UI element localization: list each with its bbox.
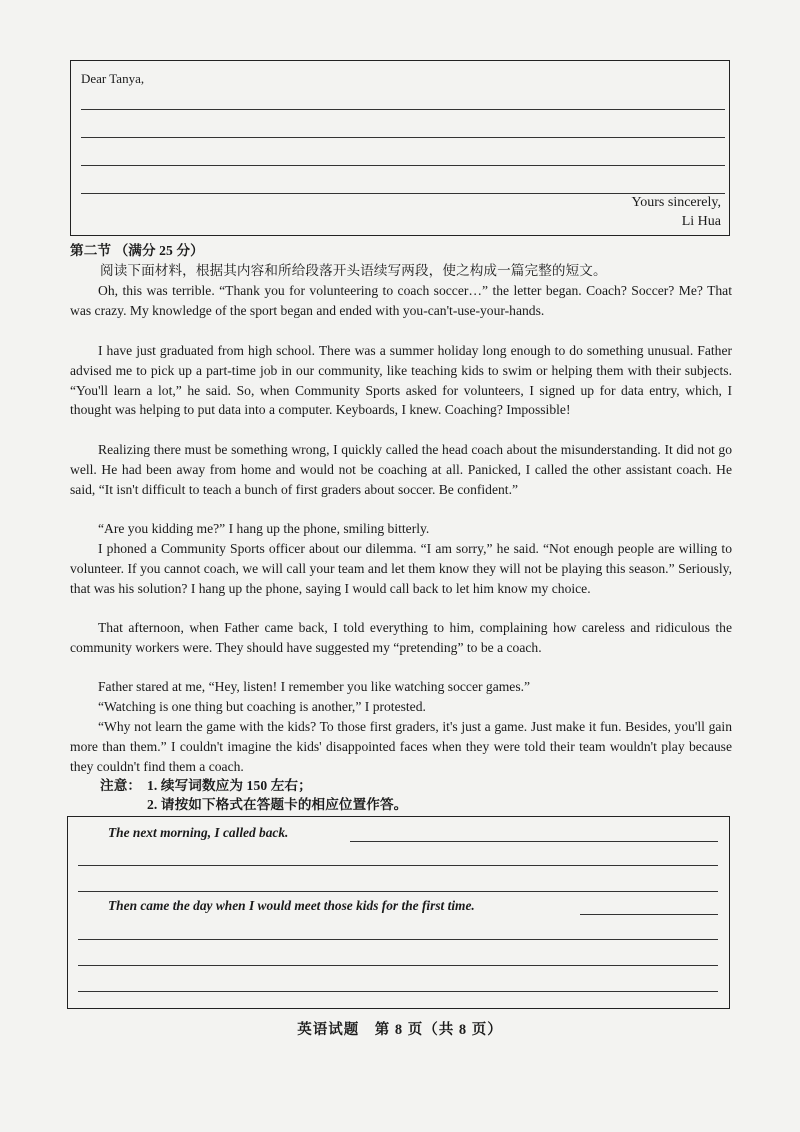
writing-line bbox=[81, 109, 725, 110]
section-instruction: 阅读下面材料，根据其内容和所给段落开头语续写两段，使之构成一篇完整的短文。 bbox=[100, 263, 607, 278]
story-paragraph-8: “Watching is one thing but coaching is another,” I protested. bbox=[98, 699, 426, 714]
story-paragraph-9: “Why not learn the game with the kids? To those first graders, it's just a game. Just make it fun. Besides, you'll gain more than them.” I couldn't imagine the kids' disappointed faces when they were told their team wouldn't play because they couldn't find them a coach. bbox=[70, 719, 732, 774]
letter-writing-box bbox=[70, 60, 730, 236]
story-paragraph-5: I phoned a Community Sports officer about our dilemma. “I am sorry,” he said. “Not enough people are willing to volunteer. If you cannot coach, we will call your team and let them know they will not be playing this season.” Seriously, that was his solution? I hang up the phone, saying I would call back to let him know my choice. bbox=[70, 541, 732, 596]
writing-line bbox=[350, 841, 718, 842]
story-paragraph-7: Father stared at me, “Hey, listen! I remember you like watching soccer games.” bbox=[98, 679, 531, 694]
writing-line bbox=[81, 193, 725, 194]
writing-line bbox=[78, 991, 718, 992]
story-paragraph-3: Realizing there must be something wrong, I quickly called the head coach about the misunderstanding. It did not go well. He had been away from home and would not be coaching at all. Panicked, I called the other assistant coach. He said, “It isn't difficult to teach a bunch of first graders about soccer. Be confident.” bbox=[70, 442, 732, 497]
paragraph-prompt-1: The next morning, I called back. bbox=[108, 825, 289, 840]
letter-salutation: Dear Tanya, bbox=[81, 71, 145, 86]
section-heading: 第二节 （满分 25 分） bbox=[70, 243, 204, 258]
paragraph-prompt-2: Then came the day when I would meet those kids for the first time. bbox=[108, 898, 475, 913]
notes-item-1: 1. 续写词数应为 150 左右； bbox=[147, 778, 312, 793]
letter-closing: Yours sincerely, bbox=[631, 195, 721, 210]
notes-label: 注意： bbox=[100, 778, 142, 793]
writing-line bbox=[81, 137, 725, 138]
writing-line bbox=[81, 165, 725, 166]
writing-line bbox=[78, 891, 718, 892]
letter-signature: Li Hua bbox=[681, 214, 721, 229]
continuation-writing-box bbox=[67, 816, 730, 1009]
writing-line bbox=[580, 914, 718, 915]
story-paragraph-1: Oh, this was terrible. “Thank you for volunteering to coach soccer…” the letter began. Coach? Soccer? Me? That was crazy. My knowledge of the sport began and ended with you-can't-use-your-hands. bbox=[70, 283, 732, 318]
story-paragraph-6: That afternoon, when Father came back, I told everything to him, complaining how careless and ridiculous the community workers were. They should have suggested my “pretending” to be a coach. bbox=[70, 620, 732, 655]
writing-line bbox=[78, 865, 718, 866]
story-paragraph-4: “Are you kidding me?” I hang up the phone, smiling bitterly. bbox=[98, 521, 430, 536]
writing-line bbox=[78, 965, 718, 966]
story-paragraph-2: I have just graduated from high school. There was a summer holiday long enough to do something unusual. Father advised me to pick up a part-time job in our community, like teaching kids to swim or helping them with their subjects. “You'll learn a lot,” he said. So, when Community Sports asked for volunteers, I signed up for data entry, which, I thought was helping to put data into a computer. Keyboards, I knew. Coaching? Impossible! bbox=[70, 343, 732, 418]
page-footer: 英语试题 第 8 页（共 8 页） bbox=[297, 1022, 503, 1038]
writing-line bbox=[78, 939, 718, 940]
notes-item-2: 2. 请按如下格式在答题卡的相应位置作答。 bbox=[147, 797, 408, 812]
